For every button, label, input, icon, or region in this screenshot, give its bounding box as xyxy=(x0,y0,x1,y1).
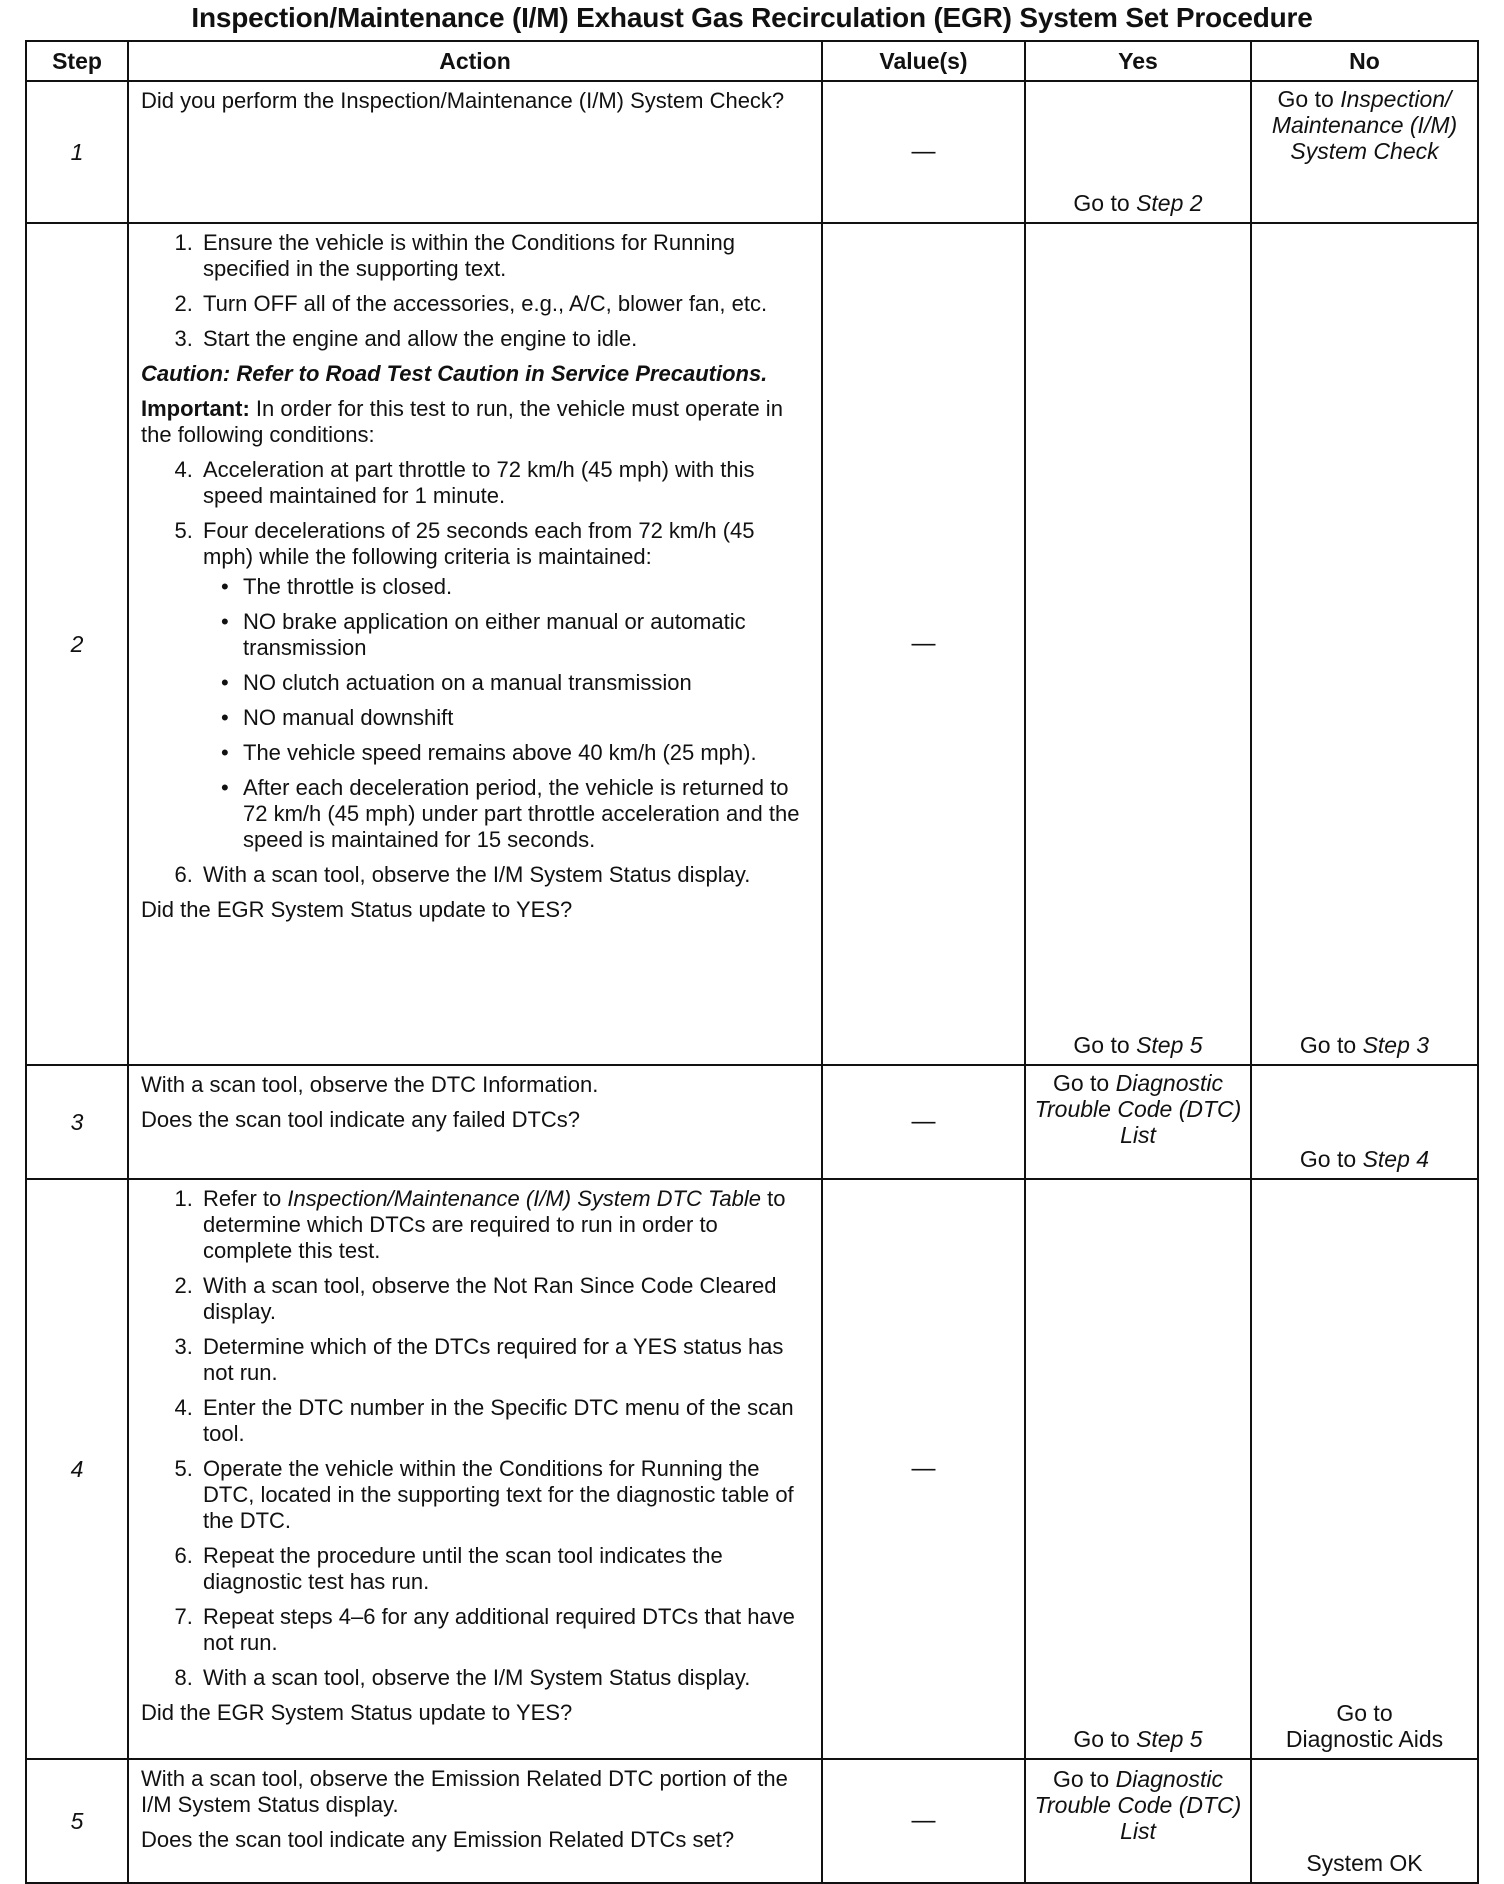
question-text: Does the scan tool indicate any Emission Related DTCs set? xyxy=(141,1827,735,1852)
question-text: Did you perform the Inspection/Maintenance (I/M) System Check? xyxy=(141,88,785,113)
action-cell xyxy=(128,1065,822,1179)
step-number: 1 xyxy=(26,81,128,223)
list-item: 2. Turn OFF all of the accessories, e.g., A/C, blower fan, etc. xyxy=(199,291,809,317)
yes-link[interactable]: Go to Step 5 xyxy=(1073,1726,1203,1752)
yes-cell xyxy=(1025,1179,1251,1759)
list-item: 2. With a scan tool, observe the Not Ran Since Code Cleared display. xyxy=(199,1273,809,1325)
action-cell xyxy=(128,81,822,223)
bullet-item: • NO clutch actuation on a manual transmission xyxy=(239,670,809,696)
procedure-table xyxy=(25,40,1479,1884)
list-item: 4. Enter the DTC number in the Specific DTC menu of the scan tool. xyxy=(199,1395,809,1447)
important-note: Important: In order for this test to run, the vehicle must operate in the following conditions: xyxy=(141,396,783,447)
action-steps xyxy=(141,457,809,888)
step-number: 4 xyxy=(26,1179,128,1759)
table-row xyxy=(26,223,1478,1065)
list-item: 8. With a scan tool, observe the I/M System Status display. xyxy=(199,1665,809,1691)
list-item: 1. Ensure the vehicle is within the Conditions for Running specified in the supporting text. xyxy=(199,230,809,282)
yes-link[interactable]: Go to Diagnostic Trouble Code (DTC) List xyxy=(1034,1070,1242,1148)
list-item: 3. Start the engine and allow the engine to idle. xyxy=(199,326,809,352)
no-link[interactable]: Go to Inspection/ Maintenance (I/M) System Check xyxy=(1271,86,1458,164)
no-link[interactable]: Go to Step 4 xyxy=(1299,1146,1430,1172)
no-cell xyxy=(1251,1759,1478,1883)
value-cell: — xyxy=(822,81,1025,223)
value-cell: — xyxy=(822,223,1025,1065)
header-action: Action xyxy=(128,41,822,81)
yes-cell xyxy=(1025,1759,1251,1883)
header-yes: Yes xyxy=(1025,41,1251,81)
no-link[interactable]: Go to Diagnostic Aids xyxy=(1285,1700,1444,1752)
no-link[interactable]: Go to Step 3 xyxy=(1299,1032,1430,1058)
list-item: 4. Acceleration at part throttle to 72 km/h (45 mph) with this speed maintained for 1 minute. xyxy=(199,457,809,509)
list-item: 5. Operate the vehicle within the Conditions for Running the DTC, located in the supporting text for the diagnostic table of the DTC. xyxy=(199,1456,809,1534)
question-text: Did the EGR System Status update to YES? xyxy=(141,1700,573,1725)
list-item: 6. Repeat the procedure until the scan tool indicates the diagnostic test has run. xyxy=(199,1543,809,1595)
list-item: 1. Refer to Inspection/Maintenance (I/M) System DTC Table to determine which DTCs are required to run in order to complete this test. xyxy=(199,1186,809,1264)
yes-link[interactable]: Go to Step 2 xyxy=(1073,190,1203,216)
header-step: Step xyxy=(26,41,128,81)
bullet-item: • The vehicle speed remains above 40 km/h (25 mph). xyxy=(239,740,809,766)
action-cell xyxy=(128,1179,822,1759)
table-row xyxy=(26,1179,1478,1759)
action-steps xyxy=(141,230,809,352)
value-cell: — xyxy=(822,1179,1025,1759)
question-text: Does the scan tool indicate any failed DTCs? xyxy=(141,1107,581,1132)
yes-link[interactable]: Go to Diagnostic Trouble Code (DTC) List xyxy=(1034,1766,1242,1844)
no-cell xyxy=(1251,81,1478,223)
yes-cell xyxy=(1025,223,1251,1065)
yes-link[interactable]: Go to Step 5 xyxy=(1073,1032,1203,1058)
list-item: 6. With a scan tool, observe the I/M System Status display. xyxy=(199,862,809,888)
no-cell xyxy=(1251,1179,1478,1759)
page-title: Inspection/Maintenance (I/M) Exhaust Gas Recirculation (EGR) System Set Procedure xyxy=(191,2,1313,33)
system-ok-text: System OK xyxy=(1306,1850,1423,1876)
table-row xyxy=(26,81,1478,223)
action-steps xyxy=(141,1186,809,1691)
caution-note: Caution: Refer to Road Test Caution in Service Precautions. xyxy=(141,361,768,386)
yes-cell xyxy=(1025,81,1251,223)
no-cell xyxy=(1251,1065,1478,1179)
value-cell: — xyxy=(822,1759,1025,1883)
step-number: 5 xyxy=(26,1759,128,1883)
header-no: No xyxy=(1251,41,1478,81)
step-number: 2 xyxy=(26,223,128,1065)
list-item: 3. Determine which of the DTCs required for a YES status has not run. xyxy=(199,1334,809,1386)
value-cell: — xyxy=(822,1065,1025,1179)
action-text: With a scan tool, observe the Emission Related DTC portion of the I/M System Status display. xyxy=(141,1766,788,1817)
bullet-item: • NO brake application on either manual or automatic transmission xyxy=(239,609,809,661)
step-number: 3 xyxy=(26,1065,128,1179)
bullet-item: • The throttle is closed. xyxy=(239,574,809,600)
header-values: Value(s) xyxy=(822,41,1025,81)
yes-cell xyxy=(1025,1065,1251,1179)
list-item: 7. Repeat steps 4–6 for any additional required DTCs that have not run. xyxy=(199,1604,809,1656)
bullet-item: • NO manual downshift xyxy=(239,705,809,731)
action-cell xyxy=(128,1759,822,1883)
table-row xyxy=(26,1065,1478,1179)
criteria-list xyxy=(203,574,809,853)
no-cell xyxy=(1251,223,1478,1065)
action-text: With a scan tool, observe the DTC Information. xyxy=(141,1072,599,1097)
action-cell xyxy=(128,223,822,1065)
bullet-item: • After each deceleration period, the vehicle is returned to 72 km/h (45 mph) under part throttle acceleration and the speed is maintained for 15 seconds. xyxy=(239,775,809,853)
header-row xyxy=(26,41,1478,81)
table-row xyxy=(26,1759,1478,1883)
list-item: 5. Four decelerations of 25 seconds each from 72 km/h (45 mph) while the following criteria is maintained: • The throttle is closed. • NO brake application on either manual or automatic transmission • NO clutch actuation on a manual transmission • NO manual downshift • The vehicle speed remains above 40 km/h (25 mph). • After each deceleration period, the vehicle is returned to 72 km/h (45 mph) under part throttle acceleration and the speed is maintained for 15 seconds. xyxy=(199,518,809,853)
question-text: Did the EGR System Status update to YES? xyxy=(141,897,573,922)
